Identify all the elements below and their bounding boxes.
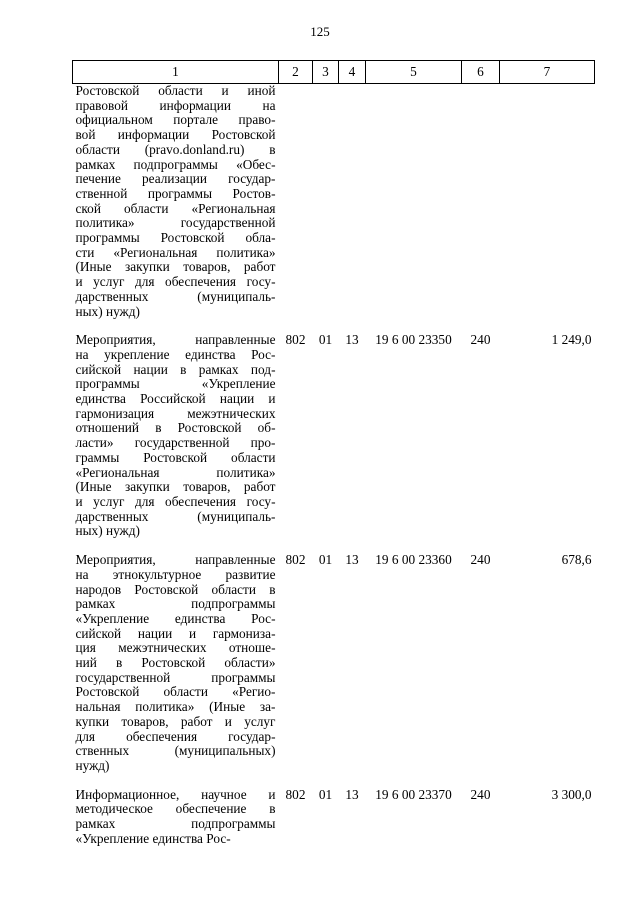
description-line: вой информации Ростовской <box>75 127 276 143</box>
description-line: гармонизация межэтнических <box>75 405 276 421</box>
page-number: 125 <box>310 24 330 39</box>
budget-table <box>72 60 595 860</box>
description-line: на этнокультурное развитие <box>75 566 276 582</box>
description-line: ственных (муниципальных) <box>75 743 276 759</box>
ministry-code-cell: 802 <box>285 786 306 802</box>
amount-cell: 1 249,0 <box>551 332 592 348</box>
description-cell <box>73 788 279 861</box>
description-line: дарственных (муниципаль- <box>75 508 276 524</box>
target-article-cell: 19 6 00 23350 <box>375 332 452 348</box>
description-line: Мероприятия, направленные <box>75 332 276 348</box>
description-cell <box>73 333 279 553</box>
description-line: отношений в Ростовской об- <box>75 420 276 436</box>
table-row <box>73 788 595 861</box>
description-line: ласти» государственной про- <box>75 435 276 451</box>
description-line: программы Ростовской обла- <box>75 230 276 246</box>
table-row <box>73 84 595 334</box>
description-line: методическое обеспечение в <box>75 801 276 817</box>
description-line: Ростовской области «Регио- <box>75 684 276 700</box>
expense-type-cell <box>462 84 500 334</box>
description-cell <box>73 84 279 334</box>
subsection-code-cell: 13 <box>345 332 359 348</box>
description-line: сийской нации в рамках под- <box>75 361 276 377</box>
description-line: ственной программы Ростов- <box>75 185 276 201</box>
description-line: официальном портале право- <box>75 112 276 128</box>
description-line: рамках подпрограммы «Обес- <box>75 156 276 172</box>
ministry-code-cell <box>279 84 313 334</box>
ministry-code-cell: 802 <box>285 332 306 348</box>
subsection-code-cell: 13 <box>345 552 359 568</box>
description-line: Мероприятия, направленные <box>75 552 276 568</box>
description-line: области (pravo.donland.ru) в <box>75 141 276 157</box>
description-line: ской области «Региональная <box>75 200 276 216</box>
target-article-cell <box>366 84 462 334</box>
description-line: и услуг для обеспечения госу- <box>75 274 276 290</box>
description-line: сти «Региональная политика» <box>75 244 276 260</box>
target-article-cell: 19 6 00 23360 <box>375 552 452 568</box>
section-code-cell: 01 <box>318 786 333 802</box>
description-line: ция межэтнических отноше- <box>75 640 276 656</box>
ministry-code-cell: 802 <box>285 552 306 568</box>
description-line: «Укрепление единства Рос- <box>75 610 276 626</box>
description-line: печение реализации государ- <box>75 171 276 187</box>
description-line: и услуг для обеспечения госу- <box>75 493 276 509</box>
table-row <box>73 333 595 553</box>
description-line: программы «Укрепление <box>75 376 276 392</box>
header-cell-2: 2 <box>279 61 313 84</box>
description-line: народов Ростовской области в <box>75 581 276 597</box>
description-line: ний в Ростовской области» <box>75 655 276 671</box>
section-code-cell: 01 <box>318 552 333 568</box>
header-row <box>73 61 595 84</box>
header-cell-1: 1 <box>73 61 279 84</box>
description-line: купки товаров, работ и услуг <box>75 713 276 729</box>
amount-cell: 678,6 <box>561 552 592 568</box>
description-line: Ростовской области и иной <box>75 83 276 98</box>
description-line: нужд) <box>75 757 110 773</box>
subsection-code-cell <box>339 84 366 334</box>
description-line: «Укрепление единства Рос- <box>75 830 231 846</box>
description-line: граммы Ростовской области <box>75 449 276 465</box>
header-cell-3: 3 <box>313 61 339 84</box>
header-cell-5: 5 <box>366 61 462 84</box>
description-line: рамках подпрограммы <box>75 596 276 612</box>
description-line: единства Российской нации и <box>75 391 276 407</box>
target-article-cell: 19 6 00 23370 <box>375 786 452 802</box>
description-line: нальная политика» (Иные за- <box>75 699 276 715</box>
header-cell-6: 6 <box>462 61 500 84</box>
description-cell <box>73 553 279 788</box>
description-line: дарственных (муниципаль- <box>75 288 276 304</box>
description-line: на укрепление единства Рос- <box>75 346 276 362</box>
description-line: для обеспечения государ- <box>75 728 276 744</box>
description-line: «Региональная политика» <box>75 464 276 480</box>
section-code-cell <box>313 84 339 334</box>
subsection-code-cell: 13 <box>345 786 359 802</box>
description-line: политика» государственной <box>75 215 276 231</box>
expense-type-cell: 240 <box>470 786 491 802</box>
description-line: Информационное, научное и <box>75 786 276 802</box>
amount-cell <box>500 84 595 334</box>
description-line: государственной программы <box>75 669 276 685</box>
description-line: ных) нужд) <box>75 303 140 319</box>
description-line: сийской нации и гармониза- <box>75 625 276 641</box>
description-line: рамках подпрограммы <box>75 816 276 832</box>
description-line: ных) нужд) <box>75 523 140 539</box>
header-cell-7: 7 <box>500 61 595 84</box>
description-line: правовой информации на <box>75 97 276 113</box>
table-row <box>73 553 595 788</box>
header-cell-4: 4 <box>339 61 366 84</box>
amount-cell: 3 300,0 <box>551 786 592 802</box>
expense-type-cell: 240 <box>470 552 491 568</box>
section-code-cell: 01 <box>318 332 333 348</box>
description-line: (Иные закупки товаров, работ <box>75 259 276 275</box>
description-line: (Иные закупки товаров, работ <box>75 479 276 495</box>
expense-type-cell: 240 <box>470 332 491 348</box>
